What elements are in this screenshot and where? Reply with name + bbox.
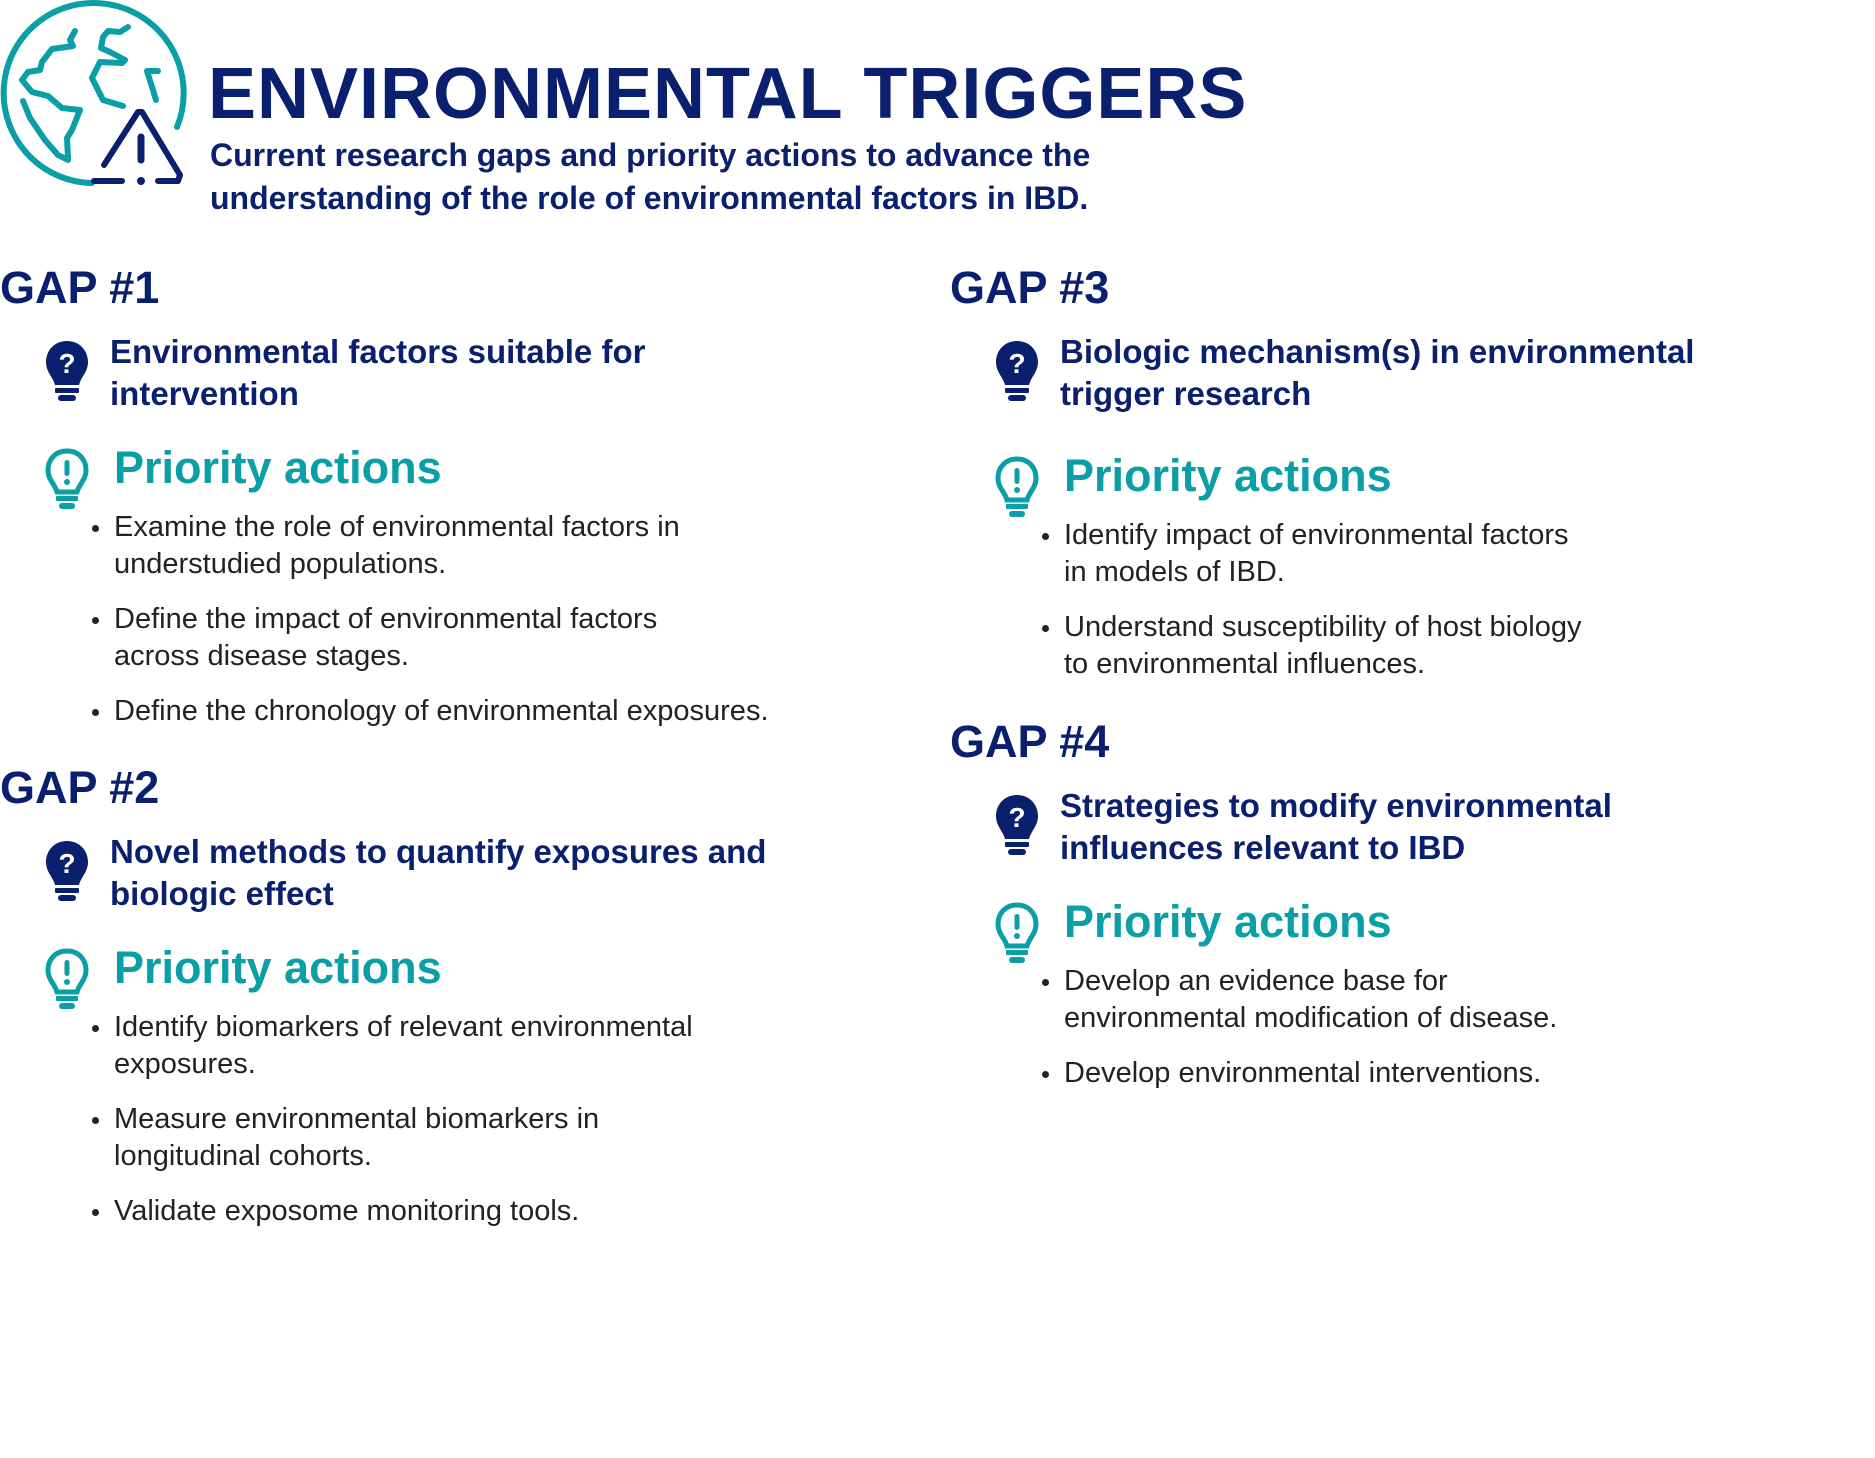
- gap-section-3: [950, 262, 1850, 701]
- priority-action-line: Examine the role of environmental factors in: [114, 511, 680, 543]
- priority-actions-heading: [0, 943, 900, 993]
- gap-label: GAP #2: [0, 762, 160, 813]
- gap-question-text: [110, 331, 900, 415]
- priority-action-line: Measure environmental biomarkers in: [114, 1103, 600, 1135]
- svg-text:?: ?: [1008, 802, 1026, 833]
- priority-action-line: exposures.: [114, 1048, 256, 1080]
- priority-action-line: to environmental influences.: [1064, 648, 1426, 680]
- gap-question-text: [1060, 331, 1850, 415]
- priority-actions-label: Priority actions: [114, 942, 442, 993]
- question-bulb-icon: [44, 339, 90, 403]
- gap-question-text: [110, 831, 900, 915]
- gap-label: GAP #4: [950, 716, 1110, 767]
- subtitle-line: understanding of the role of environmental factors in IBD.: [210, 180, 1089, 216]
- gap-section-2: [0, 762, 900, 1248]
- gap-label: GAP #1: [0, 262, 160, 313]
- priority-action-line: Define the chronology of environmental exposures.: [114, 695, 769, 727]
- priority-action-line: Validate exposome monitoring tools.: [114, 1195, 580, 1227]
- question-bulb-icon: [994, 339, 1040, 403]
- gap-question-line: influences relevant to IBD: [1060, 829, 1466, 866]
- gap-label: GAP #3: [950, 262, 1110, 313]
- gap-question-line: biologic effect: [110, 875, 334, 912]
- priority-action-item: [1064, 963, 1850, 1037]
- priority-action-item: [1064, 609, 1850, 683]
- priority-action-item: [114, 693, 900, 730]
- priority-action-item: [1064, 517, 1850, 591]
- svg-text:?: ?: [58, 848, 76, 879]
- priority-action-item: [114, 1101, 900, 1175]
- globe-warning-icon: [0, 0, 200, 200]
- priority-actions-heading: [0, 443, 900, 493]
- priority-actions-list: [0, 1009, 900, 1230]
- priority-action-item: [114, 601, 900, 675]
- priority-action-line: in models of IBD.: [1064, 556, 1285, 588]
- idea-bulb-icon: [994, 901, 1040, 965]
- priority-action-line: understudied populations.: [114, 548, 447, 580]
- svg-text:?: ?: [1008, 348, 1026, 379]
- priority-action-line: across disease stages.: [114, 640, 409, 672]
- priority-actions-list: [950, 517, 1850, 683]
- priority-actions-label: Priority actions: [1064, 450, 1392, 501]
- question-bulb-icon: [44, 839, 90, 903]
- priority-action-line: Develop environmental interventions.: [1064, 1057, 1542, 1089]
- priority-actions-heading: [950, 897, 1850, 947]
- subtitle-line: Current research gaps and priority actions to advance the: [210, 137, 1091, 173]
- gap-question: [0, 831, 900, 915]
- question-bulb-icon: [994, 793, 1040, 857]
- priority-actions-heading: [950, 451, 1850, 501]
- priority-action-item: [114, 1009, 900, 1083]
- idea-bulb-icon: [44, 447, 90, 511]
- gap-question-line: Environmental factors suitable for: [110, 333, 646, 370]
- priority-actions-list: [950, 963, 1850, 1092]
- page-title: ENVIRONMENTAL TRIGGERS: [208, 54, 1248, 134]
- priority-action-line: Understand susceptibility of host biology: [1064, 611, 1582, 643]
- page-subtitle: [210, 134, 1090, 220]
- priority-action-line: longitudinal cohorts.: [114, 1140, 372, 1172]
- priority-actions-list: [0, 509, 900, 730]
- gap-question-line: trigger research: [1060, 375, 1312, 412]
- gap-question: [0, 331, 900, 415]
- priority-action-line: environmental modification of disease.: [1064, 1002, 1558, 1034]
- idea-bulb-icon: [44, 947, 90, 1011]
- idea-bulb-icon: [994, 455, 1040, 519]
- priority-actions-label: Priority actions: [114, 442, 442, 493]
- gap-question-line: intervention: [110, 375, 299, 412]
- gap-question-line: Novel methods to quantify exposures and: [110, 833, 767, 870]
- gap-question: [950, 331, 1850, 415]
- gap-question-line: Strategies to modify environmental: [1060, 787, 1612, 824]
- priority-action-line: Identify impact of environmental factors: [1064, 519, 1569, 551]
- gap-question-text: [1060, 785, 1850, 869]
- priority-action-item: [1064, 1055, 1850, 1092]
- gap-question: [950, 785, 1850, 869]
- gap-section-4: [950, 716, 1850, 1110]
- priority-action-line: Define the impact of environmental factors: [114, 603, 658, 635]
- priority-action-line: Identify biomarkers of relevant environmental: [114, 1011, 693, 1043]
- priority-action-item: [114, 509, 900, 583]
- priority-action-line: Develop an evidence base for: [1064, 965, 1448, 997]
- svg-text:?: ?: [58, 348, 76, 379]
- priority-action-item: [114, 1193, 900, 1230]
- gap-question-line: Biologic mechanism(s) in environmental: [1060, 333, 1695, 370]
- priority-actions-label: Priority actions: [1064, 896, 1392, 947]
- gap-section-1: [0, 262, 900, 748]
